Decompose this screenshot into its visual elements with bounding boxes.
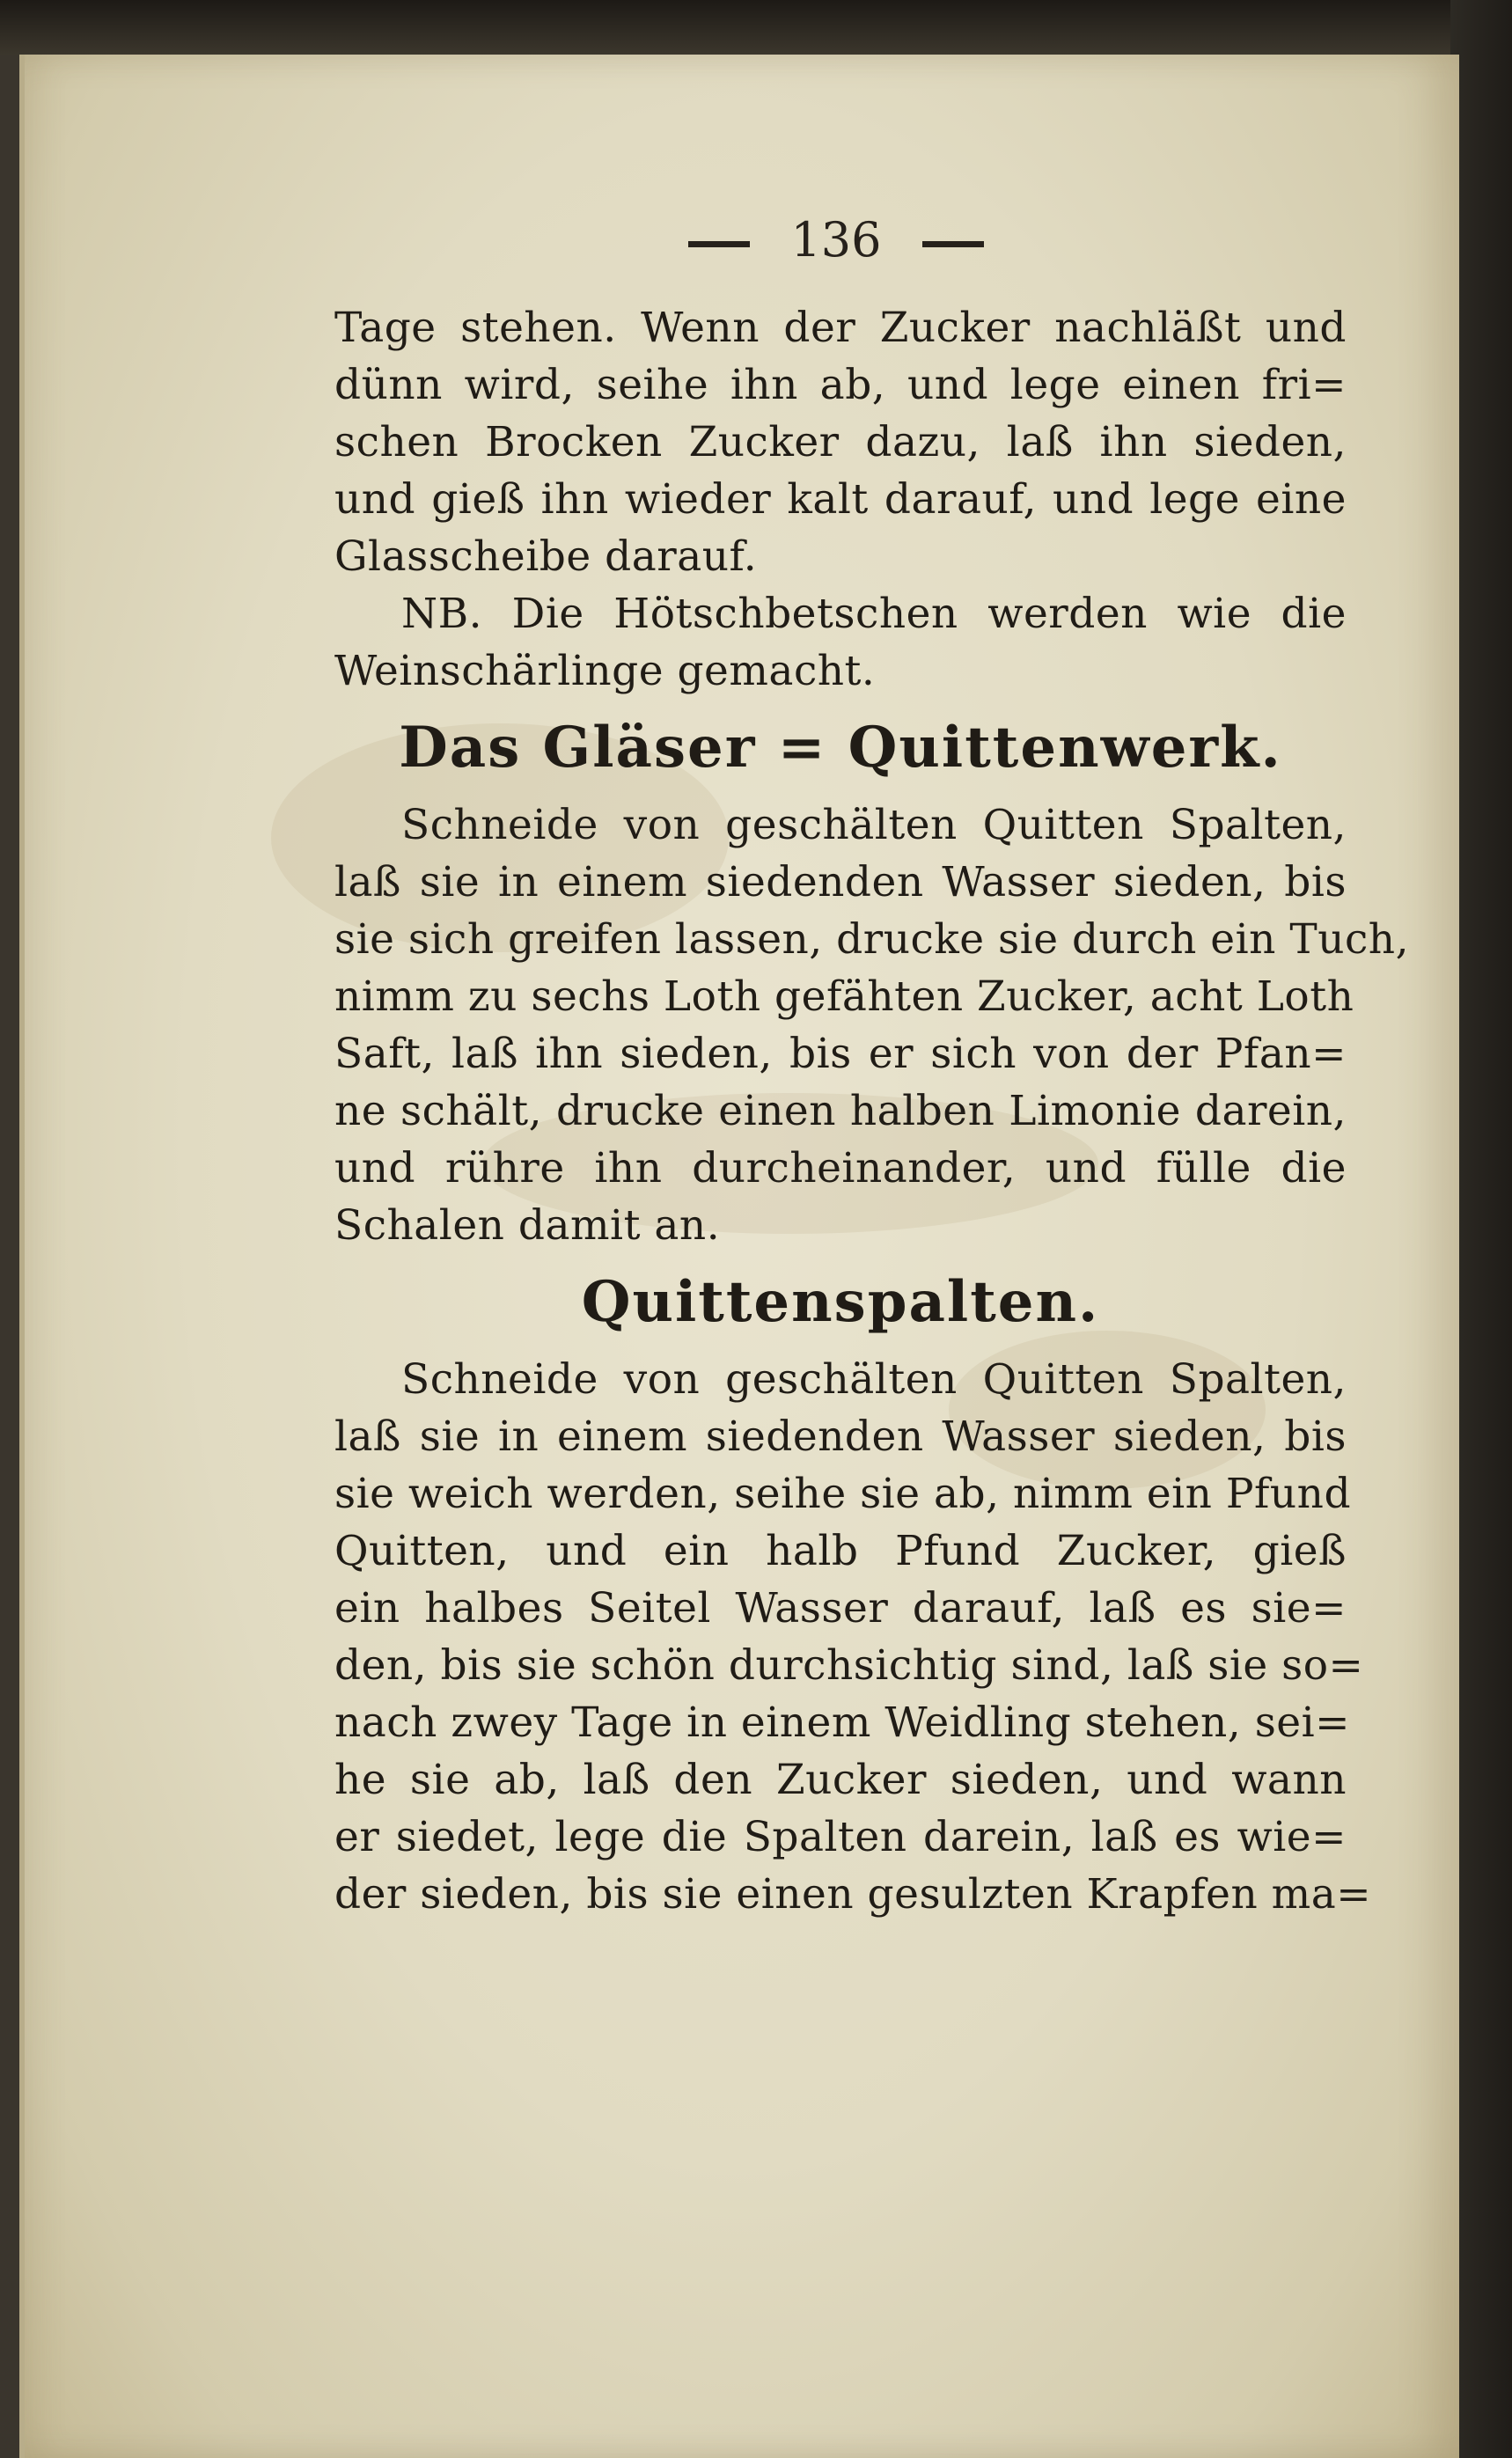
text-line: Saft, laß ihn sieden, bis er sich von der Pfan= xyxy=(334,1030,1347,1078)
text-line: nach zwey Tage in einem Weidling stehen, sei= xyxy=(334,1699,1351,1747)
recipe-heading: Das Gläser = Quittenwerk. xyxy=(399,715,1282,781)
text-line: er siedet, lege die Spalten darein, laß es wie= xyxy=(334,1813,1347,1861)
top-scan-edge xyxy=(0,0,1512,55)
recipe-paragraph xyxy=(334,1351,1372,1923)
text-line: Schneide von geschälten Quitten Spalten, xyxy=(401,1355,1347,1404)
nota-bene-paragraph xyxy=(334,585,1347,700)
recipe-paragraph xyxy=(334,796,1410,1254)
page-header xyxy=(651,204,1021,275)
text-line: Schalen damit an. xyxy=(334,1201,721,1250)
text-line: und gieß ihn wieder kalt darauf, und lege eine xyxy=(334,475,1347,524)
text-line: Weinschärlinge gemacht. xyxy=(334,647,876,695)
text-line: und rühre ihn durcheinander, und fülle die xyxy=(334,1144,1347,1192)
text-line: sie weich werden, seihe sie ab, nimm ein Pfund xyxy=(334,1470,1352,1518)
text-line: den, bis sie schön durchsichtig sind, laß sie so= xyxy=(334,1641,1364,1690)
text-line: NB. Die Hötschbetschen werden wie die xyxy=(401,590,1347,638)
text-line: nimm zu sechs Loth gefähten Zucker, acht Loth xyxy=(334,972,1354,1021)
paragraph-continuation xyxy=(334,299,1347,585)
text-line: he sie ab, laß den Zucker sieden, und wann xyxy=(334,1756,1347,1804)
recipe-heading: Quittenspalten. xyxy=(581,1269,1100,1335)
text-line: der sieden, bis sie einen gesulzten Krapfen ma= xyxy=(334,1870,1372,1919)
text-line: Quitten, und ein halb Pfund Zucker, gieß xyxy=(334,1527,1347,1575)
page-number: 136 xyxy=(790,211,882,268)
text-line: Glasscheibe darauf. xyxy=(334,532,758,581)
text-line: sie sich greifen lassen, drucke sie durch ein Tuch, xyxy=(334,915,1410,964)
header-dash-right xyxy=(922,241,984,247)
right-scan-edge xyxy=(1450,0,1512,2458)
text-line: ne schält, drucke einen halben Limonie darein, xyxy=(334,1087,1347,1135)
text-line: dünn wird, seihe ihn ab, und lege einen fri= xyxy=(334,361,1347,409)
text-line: Tage stehen. Wenn der Zucker nachläßt und xyxy=(334,304,1347,352)
text-line: Schneide von geschälten Quitten Spalten, xyxy=(401,801,1347,849)
text-line: ein halbes Seitel Wasser darauf, laß es sie= xyxy=(334,1584,1347,1633)
text-line: laß sie in einem siedenden Wasser sieden, bis xyxy=(334,1412,1347,1461)
text-line: laß sie in einem siedenden Wasser sieden, bis xyxy=(334,858,1347,906)
header-dash-left xyxy=(688,241,750,247)
text-line: schen Brocken Zucker dazu, laß ihn sieden, xyxy=(334,418,1347,466)
page-text xyxy=(334,299,1410,1923)
